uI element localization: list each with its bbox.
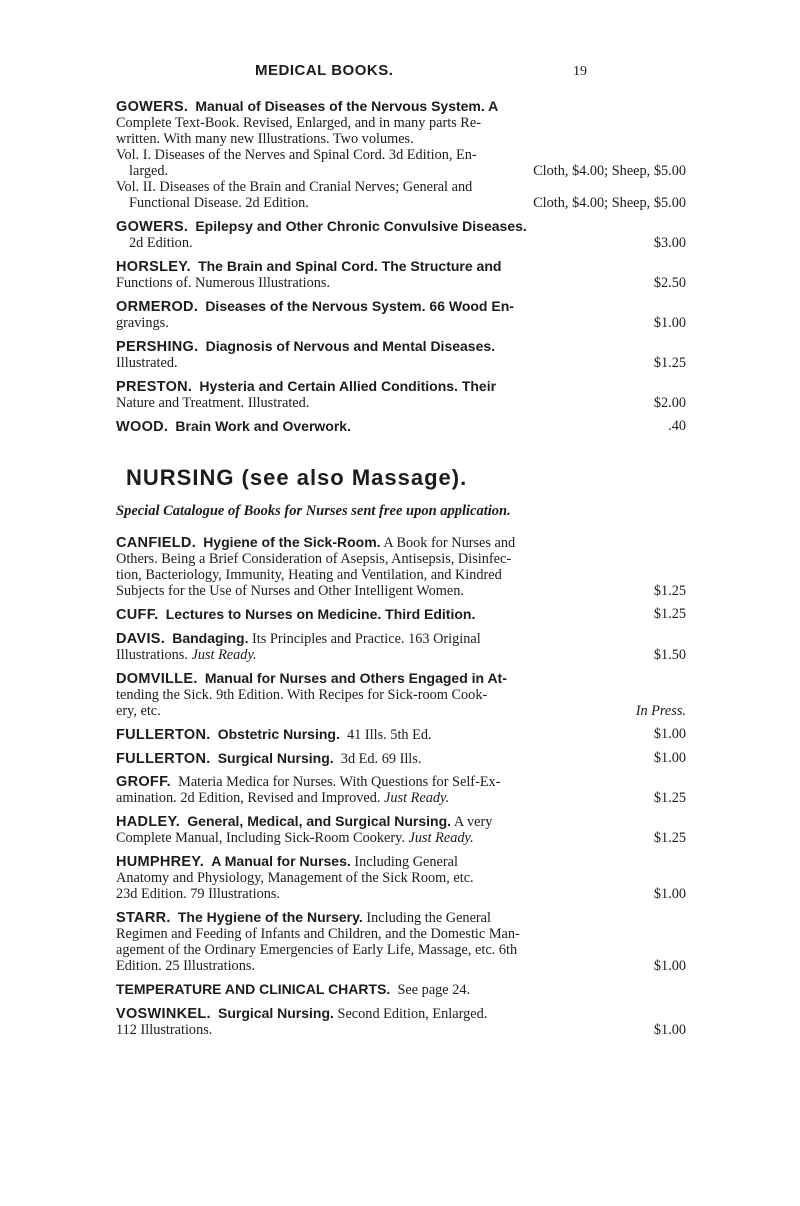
entry-text: written. With many new Illustrations. Two volumes. <box>116 131 414 147</box>
catalogue-entry-starr <box>116 909 686 974</box>
special-catalogue-note: Special Catalogue of Books for Nurses sent free upon application. <box>116 503 511 519</box>
entry-title: Manual of Diseases of the Nervous System. A <box>195 98 499 114</box>
catalogue-entry-voswinkel <box>116 1005 686 1038</box>
entry-price: Cloth, $4.00; Sheep, $5.00 <box>533 195 686 211</box>
entry-author: DAVIS. <box>116 631 166 647</box>
catalogue-entry-fullerton-surgical <box>116 750 686 767</box>
entry-author: PERSHING. <box>116 339 199 355</box>
entry-text: gravings. <box>116 315 169 331</box>
entry-text: A very <box>453 814 493 830</box>
catalogue-entry-davis <box>116 630 686 663</box>
catalogue-entry-gowers-manual <box>116 98 686 211</box>
catalogue-entry-humphrey <box>116 853 686 902</box>
entry-price: $1.50 <box>653 647 686 663</box>
entry-text: 41 Ills. 5th Ed. <box>347 727 432 743</box>
entry-title: Hysteria and Certain Allied Conditions. Their <box>199 378 497 394</box>
entry-title: Epilepsy and Other Chronic Convulsive Diseases. <box>195 218 527 234</box>
catalogue-entry-canfield <box>116 534 686 599</box>
entry-text: Second Edition, Enlarged. <box>337 1006 488 1022</box>
entry-author: CANFIELD. <box>116 535 197 551</box>
entry-price: $1.00 <box>653 750 686 766</box>
entry-price: $1.25 <box>653 830 686 846</box>
entry-status: Just Ready. <box>191 647 257 663</box>
page-number: 19 <box>573 64 587 79</box>
entry-text: ery, etc. <box>116 703 161 719</box>
entry-text: agement of the Ordinary Emergencies of Early Life, Massage, etc. 6th <box>116 942 518 958</box>
entry-text: Complete Manual, Including Sick-Room Cookery. <box>116 830 405 846</box>
entry-author: HUMPHREY. <box>116 854 205 870</box>
entry-text: Complete Text-Book. Revised, Enlarged, and in many parts Re- <box>116 115 481 131</box>
entry-price: $1.25 <box>653 606 686 622</box>
entry-author: CUFF. <box>116 607 159 623</box>
entry-price: $1.00 <box>653 886 686 902</box>
entry-title: Surgical Nursing. <box>217 750 334 766</box>
catalogue-entry-cuff <box>116 606 686 623</box>
catalogue-entry-wood <box>116 418 686 435</box>
entry-text: 3d Ed. 69 Ills. <box>340 751 422 767</box>
entry-text: Edition. 25 Illustrations. <box>116 958 255 974</box>
entry-title: Brain Work and Overwork. <box>175 418 351 434</box>
entry-text: Regimen and Feeding of Infants and Children, and the Domestic Man- <box>116 926 520 942</box>
entry-text: larged. <box>129 163 169 179</box>
entry-author: PRESTON. <box>116 379 193 395</box>
entry-text: Illustrations. <box>116 647 188 663</box>
entry-text: Vol. II. Diseases of the Brain and Cranial Nerves; General and <box>116 179 473 195</box>
entry-price: $3.00 <box>653 235 686 251</box>
entry-text: Its Principles and Practice. 163 Original <box>252 631 481 647</box>
entry-status: Just Ready. <box>408 830 474 846</box>
catalogue-entry-horsley <box>116 258 686 291</box>
entry-author: DOMVILLE. <box>116 671 198 687</box>
entry-text: 2d Edition. <box>129 235 193 251</box>
entry-title: Diseases of the Nervous System. 66 Wood En- <box>205 298 514 314</box>
entry-title: A Manual for Nurses. <box>211 853 351 869</box>
entry-text: Including General <box>354 854 458 870</box>
entry-author: FULLERTON. <box>116 727 211 743</box>
entry-author: FULLERTON. <box>116 751 211 767</box>
entry-price: $2.50 <box>653 275 686 291</box>
entry-text: Nature and Treatment. Illustrated. <box>116 395 310 411</box>
entry-price: Cloth, $4.00; Sheep, $5.00 <box>533 163 686 179</box>
entry-price: $2.00 <box>653 395 686 411</box>
entry-title: General, Medical, and Surgical Nursing. <box>187 813 452 829</box>
entry-title: The Hygiene of the Nursery. <box>177 909 363 925</box>
entry-cross-reference: See page 24. <box>397 982 471 998</box>
entry-status: Just Ready. <box>384 790 450 806</box>
entry-text: tion, Bacteriology, Immunity, Heating and Ventilation, and Kindred <box>116 567 502 583</box>
catalogue-entry-gowers-epilepsy <box>116 218 686 251</box>
entry-status: In Press. <box>635 703 686 719</box>
entry-price: $1.00 <box>653 726 686 742</box>
entry-text: Anatomy and Physiology, Management of the Sick Room, etc. <box>116 870 474 886</box>
entry-title: Diagnosis of Nervous and Mental Diseases. <box>205 338 496 354</box>
text-column <box>116 98 686 1045</box>
entry-author: WOOD. <box>116 419 169 435</box>
entry-text: Materia Medica for Nurses. With Questions for Self-Ex- <box>178 774 501 790</box>
entry-title: Obstetric Nursing. <box>217 726 340 742</box>
entry-text: 23d Edition. 79 Illustrations. <box>116 886 281 902</box>
entry-text: Functional Disease. 2d Edition. <box>129 195 309 211</box>
entry-text: Including the General <box>366 910 491 926</box>
catalogue-entry-pershing <box>116 338 686 371</box>
entry-author: HORSLEY. <box>116 259 191 275</box>
entry-price: $1.00 <box>653 958 686 974</box>
entry-title: Hygiene of the Sick-Room. <box>203 534 381 550</box>
entry-price: $1.25 <box>653 790 686 806</box>
entry-text: Vol. I. Diseases of the Nerves and Spinal Cord. 3d Edition, En- <box>116 147 477 163</box>
catalogue-entry-fullerton-obstetric <box>116 726 686 743</box>
running-head-title: MEDICAL BOOKS. <box>255 62 394 79</box>
entry-title: Bandaging. <box>172 630 249 646</box>
entry-title: Surgical Nursing. <box>218 1005 334 1021</box>
entry-author: ORMEROD. <box>116 299 199 315</box>
entry-title: Manual for Nurses and Others Engaged in At- <box>204 670 507 686</box>
entry-price: $1.25 <box>653 355 686 371</box>
entry-text: Subjects for the Use of Nurses and Other Intelligent Women. <box>116 583 464 599</box>
section-heading-nursing: NURSING (see also Massage). <box>126 465 468 490</box>
entry-price: $1.25 <box>653 583 686 599</box>
entry-text: 112 Illustrations. <box>116 1022 213 1038</box>
entry-text: Functions of. Numerous Illustrations. <box>116 275 331 291</box>
catalogue-entry-domville <box>116 670 686 719</box>
entry-price: .40 <box>668 418 686 434</box>
catalogue-entry-temperature-charts <box>116 981 686 998</box>
entry-author: GROFF. <box>116 774 171 790</box>
catalogue-entry-groff <box>116 774 686 806</box>
entry-author: GOWERS. <box>116 219 189 235</box>
entry-text: A Book for Nurses and <box>383 535 516 551</box>
entry-text: Illustrated. <box>116 355 178 371</box>
entry-author: STARR. <box>116 910 171 926</box>
entry-text: tending the Sick. 9th Edition. With Recipes for Sick-room Cook- <box>116 687 488 703</box>
catalogue-entry-hadley <box>116 813 686 846</box>
entry-author: HADLEY. <box>116 814 181 830</box>
entry-author: GOWERS. <box>116 99 189 115</box>
entry-author: VOSWINKEL. <box>116 1006 211 1022</box>
catalogue-entry-preston <box>116 378 686 411</box>
entry-title: TEMPERATURE AND CLINICAL CHARTS. <box>116 981 391 997</box>
entry-text: amination. 2d Edition, Revised and Improved. <box>116 790 381 806</box>
entry-title: The Brain and Spinal Cord. The Structure and <box>198 258 502 274</box>
entry-title: Lectures to Nurses on Medicine. Third Edition. <box>165 606 476 622</box>
catalogue-entry-ormerod <box>116 298 686 331</box>
running-head <box>0 62 800 84</box>
entry-text: Others. Being a Brief Consideration of Asepsis, Antisepsis, Disinfec- <box>116 551 512 567</box>
entry-price: $1.00 <box>653 315 686 331</box>
entry-price: $1.00 <box>653 1022 686 1038</box>
